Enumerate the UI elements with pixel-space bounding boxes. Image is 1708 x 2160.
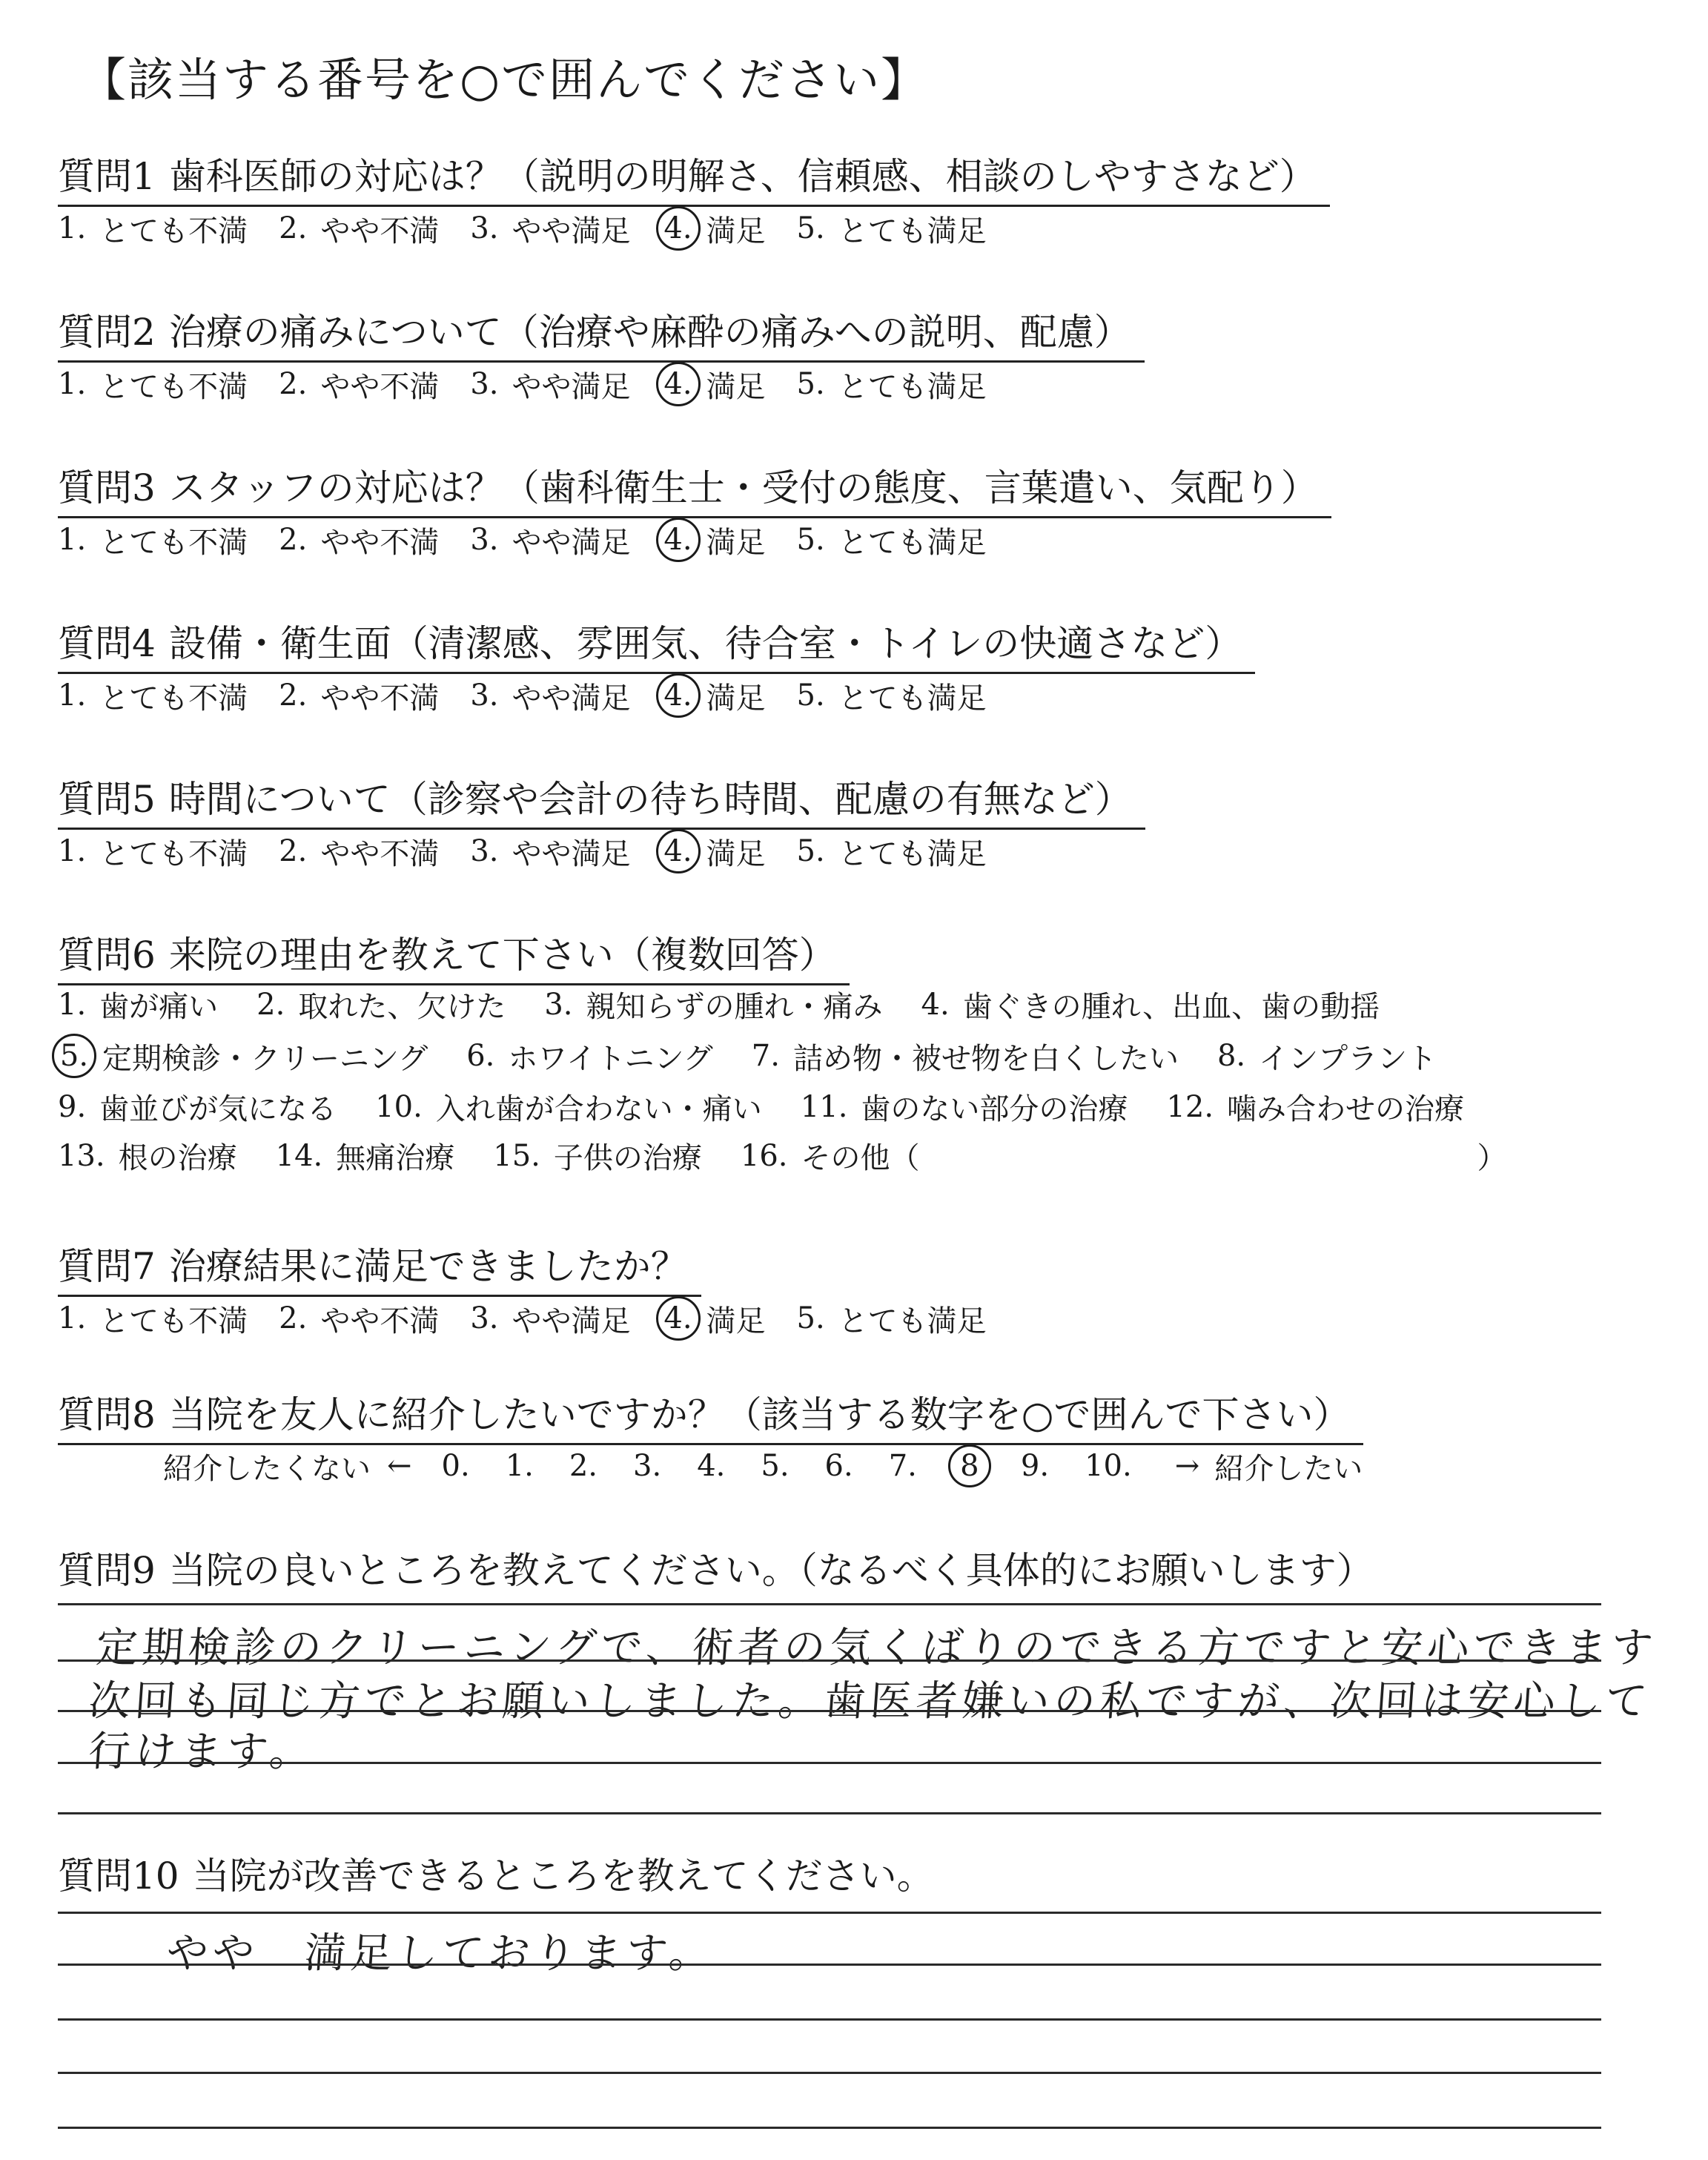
- reason-4[interactable]: 4. 歯ぐきの腫れ、出血、歯の動揺: [921, 987, 1380, 1024]
- q1-option-2[interactable]: 2. やや不満: [279, 211, 440, 248]
- scale-9[interactable]: 9.: [1020, 1449, 1050, 1483]
- q4-option-1[interactable]: 1. とても不満: [58, 678, 248, 716]
- reasons-row-1: [58, 983, 1418, 1025]
- scale-left-label: 紹介したくない: [163, 1451, 371, 1486]
- answer-line: [58, 2018, 1601, 2021]
- question-7-options: [58, 1296, 1018, 1341]
- q7-option-3[interactable]: 3. やや満足: [470, 1301, 631, 1338]
- q4-option-2[interactable]: 2. やや不満: [279, 678, 440, 716]
- answer-line: [58, 1812, 1601, 1814]
- q5-option-3[interactable]: 3. やや満足: [470, 834, 631, 871]
- question-5-text: 時間について（診察や会計の待ち時間、配慮の有無など）: [168, 778, 1132, 821]
- answer-line: [58, 1603, 1601, 1605]
- q5-option-2[interactable]: 2. やや不満: [279, 834, 440, 871]
- reason-11[interactable]: 11. 歯のない部分の治療: [800, 1089, 1128, 1126]
- answer-line: [58, 2072, 1601, 2074]
- question-4-text: 設備・衛生面（清潔感、雰囲気、待合室・トイレの快適さなど）: [168, 622, 1242, 665]
- scale-7[interactable]: 7.: [888, 1449, 917, 1483]
- answer-line: [58, 1912, 1601, 1914]
- question-1-options: [58, 206, 1018, 251]
- reason-1[interactable]: 1. 歯が痛い: [58, 987, 219, 1024]
- question-1-id: 質問1: [58, 155, 156, 198]
- q2-option-2[interactable]: 2. やや不満: [279, 367, 440, 404]
- scale-4[interactable]: 4.: [697, 1449, 726, 1483]
- question-6-text: 来院の理由を教えて下さい（複数回答）: [168, 934, 836, 977]
- q2-option-3[interactable]: 3. やや満足: [470, 367, 631, 404]
- q9-answer-line-1[interactable]: 定期検診のクリーニングで、術者の気くばりのできる方ですと安心できます: [94, 1624, 1659, 1672]
- q4-option-3[interactable]: 3. やや満足: [470, 678, 631, 716]
- q1-option-3[interactable]: 3. やや満足: [470, 211, 631, 248]
- q10-answer[interactable]: やや 満足しております。: [165, 1929, 717, 1978]
- reason-13[interactable]: 13. 根の治療: [58, 1138, 237, 1175]
- question-6-title: [58, 925, 850, 985]
- question-1-title: [58, 147, 1330, 207]
- answer-line: [58, 1659, 1601, 1662]
- answer-line: [58, 2127, 1601, 2129]
- question-8-text: 当院を友人に紹介したいですか？（該当する数字を○で囲んで下さい）: [168, 1393, 1351, 1436]
- reason-14[interactable]: 14. 無痛治療: [275, 1138, 455, 1175]
- reason-3[interactable]: 3. 親知らずの腫れ・痛み: [544, 987, 883, 1024]
- q1-option-1[interactable]: 1. とても不満: [58, 211, 248, 248]
- question-10-id: 質問10: [58, 1855, 179, 1898]
- scale-6[interactable]: 6.: [824, 1449, 853, 1483]
- q3-option-1[interactable]: 1. とても不満: [58, 523, 248, 560]
- question-9-text: 当院の良いところを教えてください。（なるべく具体的にお願いします）: [168, 1549, 1374, 1592]
- q3-option-5[interactable]: 5. とても満足: [796, 523, 987, 560]
- instruction-heading: 【該当する番号を○で囲んでください】: [80, 53, 929, 107]
- reason-10[interactable]: 10. 入れ歯が合わない・痛い: [375, 1089, 762, 1126]
- reasons-row-4: [58, 1135, 1507, 1177]
- reason-6[interactable]: 6. ホワイトニング: [466, 1039, 713, 1076]
- question-7-title: [58, 1237, 701, 1297]
- q1-option-4-selected[interactable]: 4. 満足: [662, 206, 766, 251]
- q2-option-5[interactable]: 5. とても満足: [796, 367, 987, 404]
- scale-right-label: 紹介したい: [1214, 1451, 1363, 1486]
- q3-option-3[interactable]: 3. やや満足: [470, 523, 631, 560]
- q9-answer-line-2[interactable]: 次回も同じ方でとお願いしました。歯医者嫌いの私ですが、次回は安心して: [87, 1677, 1653, 1725]
- q7-option-1[interactable]: 1. とても不満: [58, 1301, 248, 1338]
- question-2-title: [58, 303, 1145, 363]
- question-1-text: 歯科医師の対応は？（説明の明解さ、信頼感、相談のしやすさなど）: [168, 155, 1317, 198]
- q7-option-2[interactable]: 2. やや不満: [279, 1301, 440, 1338]
- question-10-title: [58, 1846, 947, 1904]
- question-7-id: 質問7: [58, 1245, 156, 1288]
- question-8-id: 質問8: [58, 1393, 156, 1436]
- question-4-id: 質問4: [58, 622, 156, 665]
- question-5-id: 質問5: [58, 778, 156, 821]
- reason-9[interactable]: 9. 歯並びが気になる: [58, 1089, 337, 1126]
- reason-7[interactable]: 7. 詰め物・被せ物を白くしたい: [751, 1039, 1179, 1076]
- question-3-options: [58, 518, 1018, 562]
- question-2-text: 治療の痛みについて（治療や麻酔の痛みへの説明、配慮）: [168, 311, 1131, 354]
- left-arrow-icon: ←: [387, 1449, 412, 1483]
- question-9-title: [58, 1541, 1387, 1599]
- question-3-id: 質問3: [58, 466, 156, 509]
- answer-line: [58, 1964, 1601, 1966]
- reason-15[interactable]: 15. 子供の治療: [493, 1138, 702, 1175]
- other-close-paren: ）: [1477, 1141, 1507, 1175]
- answer-line: [58, 1762, 1601, 1764]
- q5-option-4-selected[interactable]: 4. 満足: [662, 829, 766, 873]
- reason-5-selected[interactable]: 5. 定期検診・クリーニング: [58, 1034, 428, 1078]
- question-6-id: 質問6: [58, 934, 156, 977]
- scale-3[interactable]: 3.: [633, 1449, 662, 1483]
- answer-line: [58, 1710, 1601, 1712]
- scale-1[interactable]: 1.: [505, 1449, 534, 1483]
- q5-option-1[interactable]: 1. とても不満: [58, 834, 248, 871]
- reason-2[interactable]: 2. 取れた、欠けた: [256, 987, 506, 1024]
- question-2-id: 質問2: [58, 311, 156, 354]
- reasons-row-2: [58, 1034, 1475, 1078]
- question-9-id: 質問9: [58, 1549, 156, 1592]
- question-5-options: [58, 829, 1018, 873]
- q7-option-4-selected[interactable]: 4. 満足: [662, 1296, 766, 1341]
- reason-16[interactable]: 16. その他（: [740, 1138, 920, 1175]
- q4-option-4-selected[interactable]: 4. 満足: [662, 673, 766, 718]
- referral-scale: [163, 1444, 1379, 1487]
- reasons-row-3: [58, 1086, 1503, 1128]
- question-2-options: [58, 362, 1018, 406]
- question-3-text: スタッフの対応は？（歯科衛生士・受付の態度、言葉遣い、気配り）: [168, 466, 1318, 509]
- question-10-text: 当院が改善できるところを教えてください。: [192, 1855, 934, 1898]
- q2-option-4-selected[interactable]: 4. 満足: [662, 362, 766, 406]
- question-5-title: [58, 770, 1145, 830]
- scale-2[interactable]: 2.: [569, 1449, 598, 1483]
- q7-option-5[interactable]: 5. とても満足: [796, 1301, 987, 1338]
- reason-12[interactable]: 12. 噛み合わせの治療: [1166, 1089, 1465, 1126]
- question-4-title: [58, 614, 1255, 674]
- question-3-title: [58, 458, 1331, 518]
- reason-8[interactable]: 8. インプラント: [1217, 1039, 1437, 1076]
- scale-0[interactable]: 0.: [441, 1449, 470, 1483]
- question-7-text: 治療結果に満足できましたか？: [168, 1245, 688, 1288]
- q3-option-2[interactable]: 2. やや不満: [279, 523, 440, 560]
- scale-10[interactable]: 10.: [1085, 1449, 1132, 1483]
- q9-answer-line-3[interactable]: 行けます。: [87, 1728, 317, 1776]
- right-arrow-icon: →: [1174, 1449, 1200, 1483]
- q2-option-1[interactable]: 1. とても不満: [58, 367, 248, 404]
- question-8-title: [58, 1385, 1363, 1445]
- question-4-options: [58, 673, 1018, 718]
- q1-option-5[interactable]: 5. とても満足: [796, 211, 987, 248]
- scale-5[interactable]: 5.: [761, 1449, 790, 1483]
- q4-option-5[interactable]: 5. とても満足: [796, 678, 987, 716]
- scale-8-selected[interactable]: 8: [948, 1444, 991, 1487]
- q5-option-5[interactable]: 5. とても満足: [796, 834, 987, 871]
- q3-option-4-selected[interactable]: 4. 満足: [662, 518, 766, 562]
